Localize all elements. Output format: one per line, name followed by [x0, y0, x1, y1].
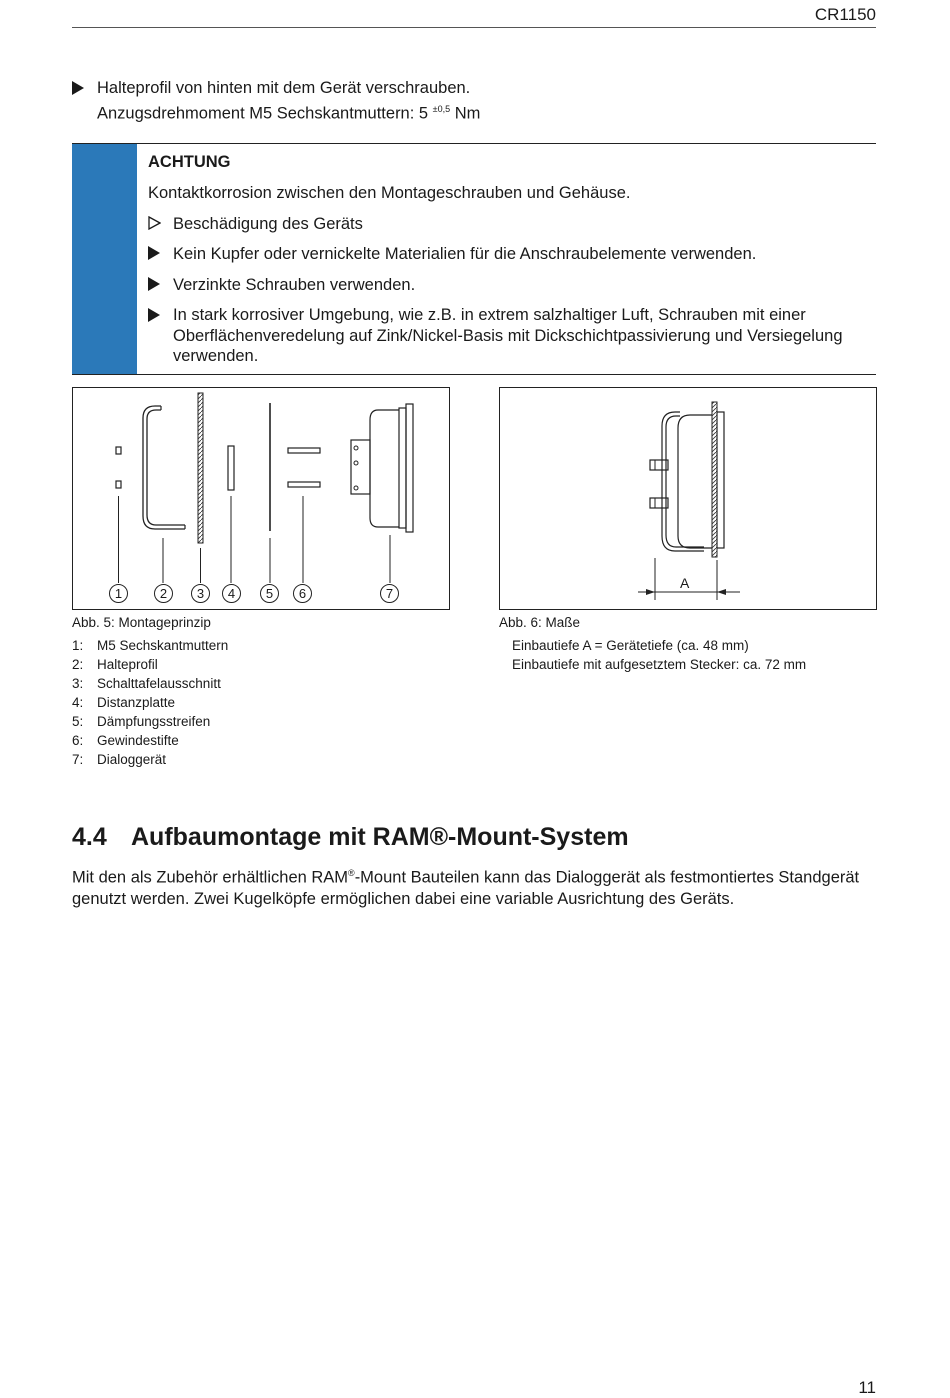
intro-step-line2: Anzugsdrehmoment M5 Sechskantmuttern: 5 $^{\pm 0,5}$ Nm: [97, 104, 481, 123]
consequence-triangle-icon: [148, 216, 161, 235]
callout-5: 5: [260, 584, 279, 603]
figure6-caption: Abb. 6: Maße: [499, 615, 581, 630]
legend-item: 6: Gewindestifte: [72, 733, 179, 748]
installed-device-side-view: [650, 402, 724, 557]
intro-step: [97, 78, 857, 125]
header-rule: [72, 27, 876, 28]
callout-1: 1: [109, 584, 128, 603]
legend-item: 2: Halteprofil: [72, 657, 158, 672]
action-bullet-icon: [148, 246, 160, 265]
legend-item: 1: M5 Sechskantmuttern: [72, 638, 229, 653]
warning-notice: [72, 143, 876, 375]
callout-4: 4: [222, 584, 241, 603]
callout-layer: [73, 388, 449, 609]
section-paragraph: Mit den als Zubehör erhältlichen RAM®-Mount Bauteilen kann das Dialoggerät als festmontiertes Standgerät genutzt werden. Zwei Kugelköpfe ermöglichen dabei eine variable Ausrichtung des Geräts.: [72, 868, 860, 908]
callout-7: 7: [380, 584, 399, 603]
dimension-a-label: A: [680, 575, 690, 591]
section-title: Aufbaumontage mit RAM®-Mount-System: [131, 823, 629, 851]
legend-item: 7: Dialoggerät: [72, 752, 167, 767]
notice-action-3: In stark korrosiver Umgebung, wie z.B. in extrem salzhaltiger Luft, Schrauben mit einer Oberflächenveredelung auf Zink/Nickel-Basis mit Dickschichtpassivierung und Versiegelung verwenden.: [173, 306, 843, 365]
legend-item: 4: Distanzplatte: [72, 695, 176, 710]
legend-item: 3: Schalttafelausschnitt: [72, 676, 221, 691]
notice-color-bar: [72, 144, 137, 374]
action-bullet-icon: [148, 277, 160, 296]
callout-2: 2: [154, 584, 173, 603]
notice-action-2: Verzinkte Schrauben verwenden.: [173, 276, 416, 294]
legend-item: 5: Dämpfungsstreifen: [72, 714, 211, 729]
figure5-legend: [72, 638, 432, 773]
notice-consequence: Beschädigung des Geräts: [173, 215, 363, 233]
notice-action-1: Kein Kupfer oder vernickelte Materialien für die Anschraubelemente verwenden.: [173, 245, 757, 263]
step-bullet-icon: [72, 81, 84, 100]
action-bullet-icon: [148, 308, 160, 327]
figure-mounting-principle: [72, 387, 450, 610]
figure6-note-1: Einbautiefe A = Gerätetiefe (ca. 48 mm): [512, 638, 749, 653]
callout-6: 6: [293, 584, 312, 603]
notice-description: Kontaktkorrosion zwischen den Montageschrauben und Gehäuse.: [148, 184, 631, 202]
page-number: 11: [858, 1378, 876, 1397]
figure5-caption: Abb. 5: Montageprinzip: [72, 615, 211, 630]
notice-title: ACHTUNG: [148, 153, 231, 171]
figure-dimensions: [499, 387, 877, 610]
figure6-note-2: Einbautiefe mit aufgesetztem Stecker: ca. 72 mm: [512, 657, 807, 672]
document-code: CR1150: [814, 5, 876, 24]
intro-step-line1: Halteprofil von hinten mit dem Gerät verschrauben.: [97, 79, 471, 97]
callout-3: 3: [191, 584, 210, 603]
section-number: 4.4: [72, 823, 107, 851]
